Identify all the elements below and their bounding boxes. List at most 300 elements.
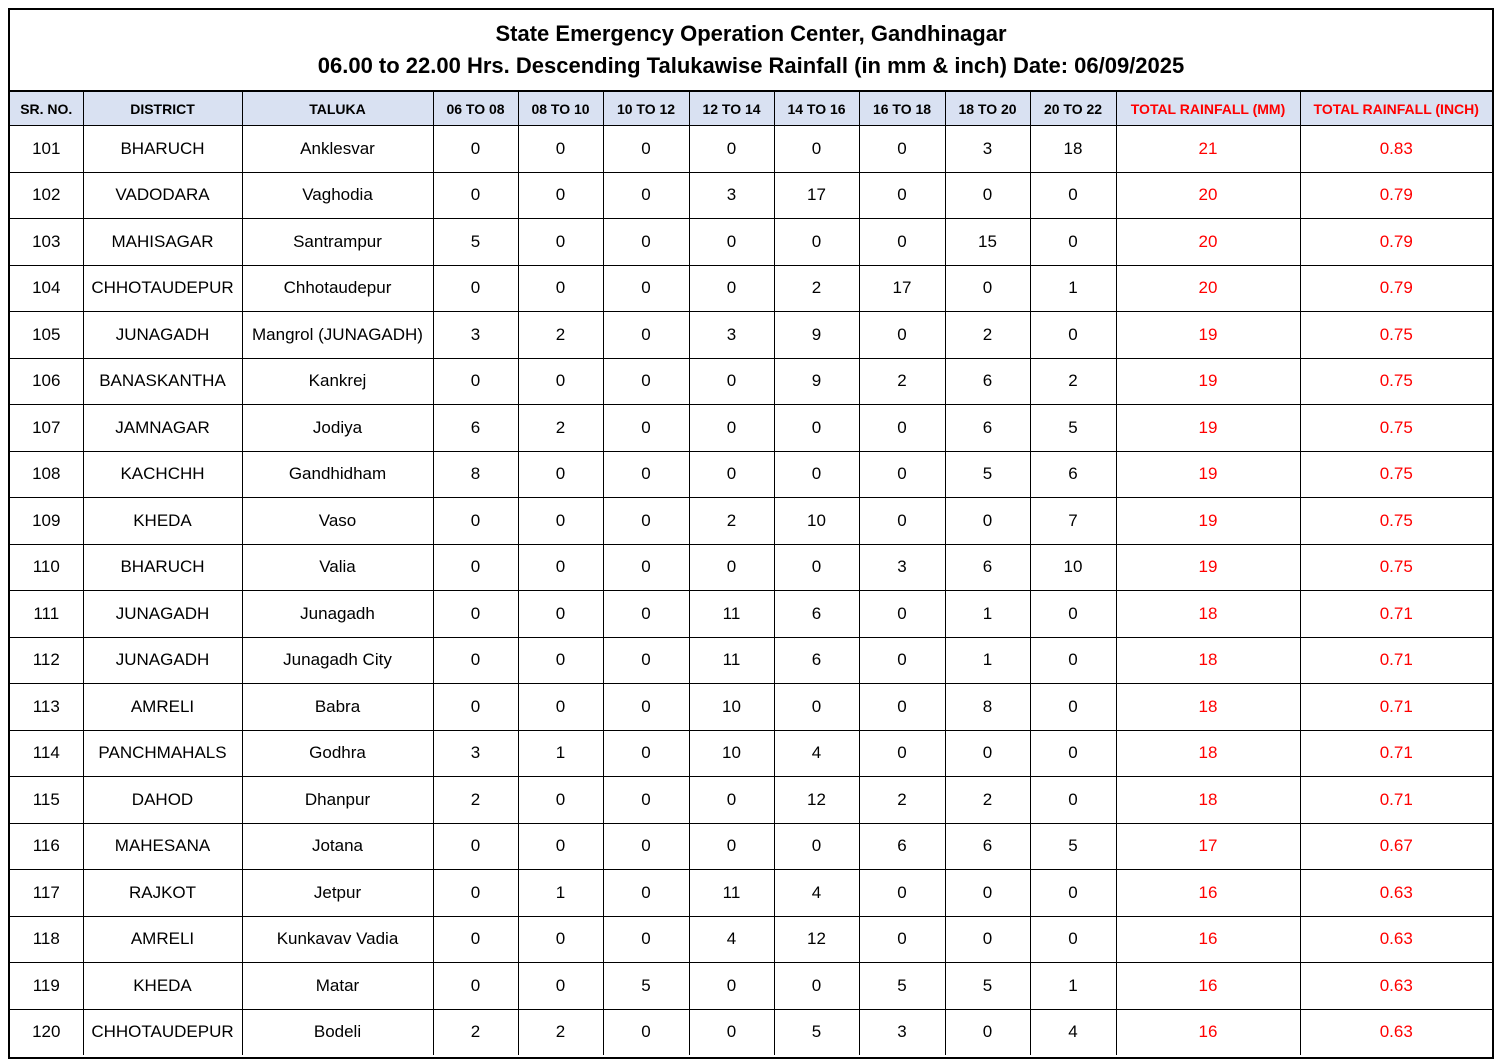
sr-no-cell: 110 xyxy=(10,544,83,591)
slot-20-22-cell: 6 xyxy=(1030,451,1116,498)
slot-06-08-cell: 5 xyxy=(433,219,518,266)
slot-14-16-cell: 0 xyxy=(774,405,859,452)
slot-18-20-cell: 8 xyxy=(945,684,1030,731)
district-cell: AMRELI xyxy=(83,916,242,963)
slot-16-18-cell: 17 xyxy=(859,265,945,312)
report-header xyxy=(10,10,1492,92)
table-row xyxy=(10,544,1492,591)
slot-08-10-cell: 1 xyxy=(518,730,603,777)
total-mm-cell: 17 xyxy=(1116,823,1300,870)
table-row xyxy=(10,451,1492,498)
slot-14-16-cell: 0 xyxy=(774,126,859,173)
slot-12-14-cell: 3 xyxy=(689,172,774,219)
table-body xyxy=(10,126,1492,1056)
slot-14-16-header: 14 TO 16 xyxy=(774,92,859,126)
taluka-cell: Junagadh City xyxy=(242,637,433,684)
slot-20-22-cell: 0 xyxy=(1030,916,1116,963)
slot-08-10-cell: 0 xyxy=(518,777,603,824)
slot-20-22-cell: 0 xyxy=(1030,312,1116,359)
taluka-cell: Valia xyxy=(242,544,433,591)
slot-12-14-cell: 11 xyxy=(689,591,774,638)
total-inch-cell: 0.63 xyxy=(1300,916,1492,963)
table-row xyxy=(10,358,1492,405)
slot-14-16-cell: 9 xyxy=(774,358,859,405)
total-inch-cell: 0.71 xyxy=(1300,637,1492,684)
slot-20-22-cell: 0 xyxy=(1030,777,1116,824)
district-cell: BANASKANTHA xyxy=(83,358,242,405)
slot-06-08-cell: 0 xyxy=(433,358,518,405)
table-row xyxy=(10,126,1492,173)
slot-10-12-cell: 0 xyxy=(603,1009,689,1055)
slot-18-20-cell: 2 xyxy=(945,777,1030,824)
slot-08-10-cell: 0 xyxy=(518,591,603,638)
sr-no-cell: 115 xyxy=(10,777,83,824)
slot-08-10-cell: 0 xyxy=(518,963,603,1010)
slot-18-20-cell: 6 xyxy=(945,358,1030,405)
slot-14-16-cell: 2 xyxy=(774,265,859,312)
slot-16-18-cell: 0 xyxy=(859,637,945,684)
district-cell: RAJKOT xyxy=(83,870,242,917)
total-mm-cell: 18 xyxy=(1116,777,1300,824)
sr-no-cell: 119 xyxy=(10,963,83,1010)
slot-16-18-cell: 0 xyxy=(859,730,945,777)
total-mm-cell: 20 xyxy=(1116,219,1300,266)
sr-no-header: SR. NO. xyxy=(10,92,83,126)
slot-16-18-cell: 0 xyxy=(859,126,945,173)
slot-10-12-cell: 0 xyxy=(603,916,689,963)
slot-10-12-cell: 0 xyxy=(603,451,689,498)
total-mm-cell: 19 xyxy=(1116,405,1300,452)
slot-20-22-header: 20 TO 22 xyxy=(1030,92,1116,126)
district-cell: KHEDA xyxy=(83,498,242,545)
taluka-cell: Jetpur xyxy=(242,870,433,917)
total-mm-cell: 19 xyxy=(1116,544,1300,591)
slot-06-08-cell: 0 xyxy=(433,637,518,684)
table-row xyxy=(10,823,1492,870)
slot-20-22-cell: 18 xyxy=(1030,126,1116,173)
slot-14-16-cell: 12 xyxy=(774,777,859,824)
slot-16-18-cell: 0 xyxy=(859,870,945,917)
slot-08-10-cell: 0 xyxy=(518,219,603,266)
total-inch-cell: 0.75 xyxy=(1300,544,1492,591)
slot-14-16-cell: 0 xyxy=(774,684,859,731)
slot-06-08-cell: 2 xyxy=(433,777,518,824)
total-inch-cell: 0.79 xyxy=(1300,265,1492,312)
taluka-cell: Junagadh xyxy=(242,591,433,638)
slot-12-14-cell: 0 xyxy=(689,963,774,1010)
slot-18-20-cell: 0 xyxy=(945,498,1030,545)
slot-14-16-cell: 5 xyxy=(774,1009,859,1055)
slot-20-22-cell: 10 xyxy=(1030,544,1116,591)
slot-14-16-cell: 4 xyxy=(774,870,859,917)
slot-06-08-cell: 0 xyxy=(433,172,518,219)
district-cell: KACHCHH xyxy=(83,451,242,498)
total-mm-cell: 16 xyxy=(1116,870,1300,917)
total-inch-cell: 0.67 xyxy=(1300,823,1492,870)
slot-08-10-cell: 2 xyxy=(518,1009,603,1055)
total-inch-cell: 0.79 xyxy=(1300,172,1492,219)
slot-10-12-cell: 0 xyxy=(603,265,689,312)
district-cell: BHARUCH xyxy=(83,126,242,173)
slot-06-08-cell: 0 xyxy=(433,265,518,312)
slot-16-18-cell: 0 xyxy=(859,498,945,545)
district-cell: DAHOD xyxy=(83,777,242,824)
slot-14-16-cell: 6 xyxy=(774,637,859,684)
total-mm-cell: 16 xyxy=(1116,1009,1300,1055)
slot-06-08-cell: 2 xyxy=(433,1009,518,1055)
slot-18-20-cell: 6 xyxy=(945,405,1030,452)
taluka-cell: Bodeli xyxy=(242,1009,433,1055)
district-cell: CHHOTAUDEPUR xyxy=(83,1009,242,1055)
slot-20-22-cell: 2 xyxy=(1030,358,1116,405)
total-inch-cell: 0.63 xyxy=(1300,963,1492,1010)
sr-no-cell: 114 xyxy=(10,730,83,777)
taluka-cell: Jotana xyxy=(242,823,433,870)
total-inch-cell: 0.63 xyxy=(1300,870,1492,917)
slot-10-12-cell: 0 xyxy=(603,730,689,777)
total-inch-cell: 0.83 xyxy=(1300,126,1492,173)
total-inch-cell: 0.79 xyxy=(1300,219,1492,266)
slot-10-12-cell: 0 xyxy=(603,823,689,870)
table-row xyxy=(10,312,1492,359)
slot-16-18-cell: 3 xyxy=(859,544,945,591)
slot-12-14-cell: 0 xyxy=(689,823,774,870)
slot-12-14-cell: 2 xyxy=(689,498,774,545)
slot-10-12-cell: 0 xyxy=(603,358,689,405)
total-mm-cell: 19 xyxy=(1116,312,1300,359)
slot-16-18-cell: 3 xyxy=(859,1009,945,1055)
slot-14-16-cell: 6 xyxy=(774,591,859,638)
slot-08-10-cell: 0 xyxy=(518,916,603,963)
total-inch-cell: 0.75 xyxy=(1300,358,1492,405)
table-row xyxy=(10,870,1492,917)
total-inch-cell: 0.75 xyxy=(1300,312,1492,359)
slot-08-10-cell: 0 xyxy=(518,451,603,498)
slot-10-12-cell: 0 xyxy=(603,219,689,266)
slot-18-20-cell: 0 xyxy=(945,916,1030,963)
district-cell: JAMNAGAR xyxy=(83,405,242,452)
sr-no-cell: 118 xyxy=(10,916,83,963)
slot-10-12-cell: 0 xyxy=(603,637,689,684)
table-row xyxy=(10,498,1492,545)
slot-08-10-cell: 0 xyxy=(518,544,603,591)
slot-16-18-cell: 0 xyxy=(859,916,945,963)
slot-20-22-cell: 0 xyxy=(1030,172,1116,219)
slot-12-14-cell: 3 xyxy=(689,312,774,359)
table-row xyxy=(10,777,1492,824)
district-cell: BHARUCH xyxy=(83,544,242,591)
total-mm-cell: 19 xyxy=(1116,498,1300,545)
slot-12-14-cell: 0 xyxy=(689,451,774,498)
total-inch-cell: 0.71 xyxy=(1300,777,1492,824)
slot-20-22-cell: 0 xyxy=(1030,870,1116,917)
slot-12-14-cell: 0 xyxy=(689,265,774,312)
table-row xyxy=(10,684,1492,731)
slot-06-08-cell: 0 xyxy=(433,498,518,545)
taluka-cell: Vaso xyxy=(242,498,433,545)
table-row xyxy=(10,916,1492,963)
total-mm-cell: 18 xyxy=(1116,637,1300,684)
sr-no-cell: 112 xyxy=(10,637,83,684)
slot-18-20-cell: 0 xyxy=(945,730,1030,777)
slot-06-08-cell: 0 xyxy=(433,916,518,963)
rainfall-table xyxy=(10,92,1492,1055)
slot-10-12-cell: 0 xyxy=(603,684,689,731)
slot-12-14-cell: 10 xyxy=(689,730,774,777)
slot-10-12-cell: 0 xyxy=(603,312,689,359)
taluka-cell: Anklesvar xyxy=(242,126,433,173)
district-cell: MAHISAGAR xyxy=(83,219,242,266)
table-row xyxy=(10,1009,1492,1055)
slot-12-14-header: 12 TO 14 xyxy=(689,92,774,126)
taluka-cell: Godhra xyxy=(242,730,433,777)
sr-no-cell: 109 xyxy=(10,498,83,545)
slot-16-18-cell: 0 xyxy=(859,591,945,638)
taluka-cell: Santrampur xyxy=(242,219,433,266)
slot-14-16-cell: 12 xyxy=(774,916,859,963)
slot-18-20-cell: 6 xyxy=(945,823,1030,870)
slot-12-14-cell: 0 xyxy=(689,405,774,452)
slot-06-08-cell: 3 xyxy=(433,730,518,777)
taluka-cell: Gandhidham xyxy=(242,451,433,498)
slot-16-18-cell: 0 xyxy=(859,219,945,266)
total-mm-cell: 19 xyxy=(1116,451,1300,498)
slot-12-14-cell: 0 xyxy=(689,219,774,266)
slot-06-08-cell: 8 xyxy=(433,451,518,498)
total-mm-cell: 20 xyxy=(1116,265,1300,312)
slot-18-20-cell: 3 xyxy=(945,126,1030,173)
slot-08-10-cell: 0 xyxy=(518,172,603,219)
slot-20-22-cell: 0 xyxy=(1030,591,1116,638)
slot-10-12-cell: 0 xyxy=(603,405,689,452)
slot-20-22-cell: 1 xyxy=(1030,963,1116,1010)
slot-10-12-cell: 0 xyxy=(603,777,689,824)
slot-14-16-cell: 0 xyxy=(774,963,859,1010)
sr-no-cell: 111 xyxy=(10,591,83,638)
slot-12-14-cell: 4 xyxy=(689,916,774,963)
sr-no-cell: 106 xyxy=(10,358,83,405)
slot-20-22-cell: 0 xyxy=(1030,637,1116,684)
table-row xyxy=(10,963,1492,1010)
taluka-cell: Kankrej xyxy=(242,358,433,405)
slot-12-14-cell: 11 xyxy=(689,637,774,684)
slot-06-08-cell: 0 xyxy=(433,544,518,591)
slot-18-20-cell: 0 xyxy=(945,1009,1030,1055)
district-header: DISTRICT xyxy=(83,92,242,126)
slot-20-22-cell: 4 xyxy=(1030,1009,1116,1055)
total-mm-cell: 18 xyxy=(1116,591,1300,638)
slot-12-14-cell: 0 xyxy=(689,126,774,173)
total-inch-cell: 0.75 xyxy=(1300,451,1492,498)
taluka-cell: Jodiya xyxy=(242,405,433,452)
total-inch-header: TOTAL RAINFALL (INCH) xyxy=(1300,92,1492,126)
slot-18-20-cell: 1 xyxy=(945,591,1030,638)
slot-06-08-cell: 0 xyxy=(433,126,518,173)
slot-16-18-cell: 0 xyxy=(859,451,945,498)
slot-08-10-cell: 0 xyxy=(518,823,603,870)
slot-18-20-cell: 0 xyxy=(945,870,1030,917)
district-cell: PANCHMAHALS xyxy=(83,730,242,777)
slot-06-08-cell: 6 xyxy=(433,405,518,452)
slot-10-12-cell: 0 xyxy=(603,498,689,545)
slot-06-08-cell: 0 xyxy=(433,870,518,917)
slot-16-18-cell: 2 xyxy=(859,358,945,405)
slot-20-22-cell: 7 xyxy=(1030,498,1116,545)
sr-no-cell: 117 xyxy=(10,870,83,917)
slot-18-20-cell: 5 xyxy=(945,451,1030,498)
slot-12-14-cell: 11 xyxy=(689,870,774,917)
taluka-cell: Mangrol (JUNAGADH) xyxy=(242,312,433,359)
slot-10-12-cell: 0 xyxy=(603,591,689,638)
total-inch-cell: 0.75 xyxy=(1300,405,1492,452)
slot-06-08-cell: 3 xyxy=(433,312,518,359)
sr-no-cell: 105 xyxy=(10,312,83,359)
slot-10-12-cell: 0 xyxy=(603,172,689,219)
slot-10-12-cell: 0 xyxy=(603,544,689,591)
slot-08-10-cell: 0 xyxy=(518,498,603,545)
slot-06-08-cell: 0 xyxy=(433,963,518,1010)
slot-18-20-cell: 0 xyxy=(945,172,1030,219)
slot-10-12-cell: 0 xyxy=(603,126,689,173)
slot-06-08-cell: 0 xyxy=(433,823,518,870)
total-mm-header: TOTAL RAINFALL (MM) xyxy=(1116,92,1300,126)
district-cell: MAHESANA xyxy=(83,823,242,870)
total-mm-cell: 20 xyxy=(1116,172,1300,219)
slot-20-22-cell: 0 xyxy=(1030,684,1116,731)
total-mm-cell: 18 xyxy=(1116,684,1300,731)
slot-08-10-cell: 0 xyxy=(518,126,603,173)
taluka-cell: Chhotaudepur xyxy=(242,265,433,312)
total-mm-cell: 21 xyxy=(1116,126,1300,173)
district-cell: KHEDA xyxy=(83,963,242,1010)
district-cell: CHHOTAUDEPUR xyxy=(83,265,242,312)
slot-08-10-cell: 0 xyxy=(518,265,603,312)
table-row xyxy=(10,730,1492,777)
slot-14-16-cell: 0 xyxy=(774,823,859,870)
district-cell: VADODARA xyxy=(83,172,242,219)
total-mm-cell: 16 xyxy=(1116,916,1300,963)
slot-12-14-cell: 0 xyxy=(689,544,774,591)
slot-20-22-cell: 1 xyxy=(1030,265,1116,312)
slot-12-14-cell: 10 xyxy=(689,684,774,731)
slot-10-12-cell: 0 xyxy=(603,870,689,917)
total-inch-cell: 0.75 xyxy=(1300,498,1492,545)
table-row xyxy=(10,219,1492,266)
slot-10-12-header: 10 TO 12 xyxy=(603,92,689,126)
taluka-cell: Dhanpur xyxy=(242,777,433,824)
slot-16-18-cell: 5 xyxy=(859,963,945,1010)
district-cell: JUNAGADH xyxy=(83,312,242,359)
total-mm-cell: 18 xyxy=(1116,730,1300,777)
slot-16-18-cell: 6 xyxy=(859,823,945,870)
total-mm-cell: 19 xyxy=(1116,358,1300,405)
table-row xyxy=(10,405,1492,452)
sr-no-cell: 107 xyxy=(10,405,83,452)
table-row xyxy=(10,265,1492,312)
total-inch-cell: 0.71 xyxy=(1300,591,1492,638)
slot-18-20-cell: 1 xyxy=(945,637,1030,684)
slot-18-20-cell: 0 xyxy=(945,265,1030,312)
slot-06-08-cell: 0 xyxy=(433,684,518,731)
slot-12-14-cell: 0 xyxy=(689,358,774,405)
slot-20-22-cell: 0 xyxy=(1030,219,1116,266)
slot-16-18-cell: 0 xyxy=(859,172,945,219)
slot-14-16-cell: 17 xyxy=(774,172,859,219)
slot-08-10-cell: 2 xyxy=(518,312,603,359)
slot-08-10-header: 08 TO 10 xyxy=(518,92,603,126)
report-subtitle: 06.00 to 22.00 Hrs. Descending Talukawise Rainfall (in mm & inch) Date: 06/09/2025 xyxy=(317,53,1185,78)
slot-06-08-cell: 0 xyxy=(433,591,518,638)
sr-no-cell: 108 xyxy=(10,451,83,498)
slot-08-10-cell: 1 xyxy=(518,870,603,917)
slot-18-20-cell: 15 xyxy=(945,219,1030,266)
district-cell: AMRELI xyxy=(83,684,242,731)
slot-18-20-cell: 5 xyxy=(945,963,1030,1010)
slot-14-16-cell: 9 xyxy=(774,312,859,359)
slot-08-10-cell: 0 xyxy=(518,684,603,731)
taluka-cell: Vaghodia xyxy=(242,172,433,219)
slot-08-10-cell: 0 xyxy=(518,637,603,684)
slot-14-16-cell: 10 xyxy=(774,498,859,545)
slot-20-22-cell: 5 xyxy=(1030,823,1116,870)
slot-16-18-cell: 0 xyxy=(859,312,945,359)
sr-no-cell: 102 xyxy=(10,172,83,219)
table-row xyxy=(10,591,1492,638)
table-header-row xyxy=(10,92,1492,126)
slot-16-18-cell: 0 xyxy=(859,684,945,731)
total-inch-cell: 0.71 xyxy=(1300,730,1492,777)
slot-20-22-cell: 5 xyxy=(1030,405,1116,452)
slot-14-16-cell: 0 xyxy=(774,219,859,266)
slot-14-16-cell: 0 xyxy=(774,544,859,591)
taluka-cell: Kunkavav Vadia xyxy=(242,916,433,963)
slot-16-18-cell: 2 xyxy=(859,777,945,824)
total-inch-cell: 0.71 xyxy=(1300,684,1492,731)
total-mm-cell: 16 xyxy=(1116,963,1300,1010)
slot-18-20-cell: 6 xyxy=(945,544,1030,591)
taluka-header: TALUKA xyxy=(242,92,433,126)
taluka-cell: Matar xyxy=(242,963,433,1010)
table-row xyxy=(10,172,1492,219)
sr-no-cell: 104 xyxy=(10,265,83,312)
slot-14-16-cell: 0 xyxy=(774,451,859,498)
rainfall-report xyxy=(8,8,1494,1059)
sr-no-cell: 101 xyxy=(10,126,83,173)
slot-10-12-cell: 5 xyxy=(603,963,689,1010)
slot-18-20-cell: 2 xyxy=(945,312,1030,359)
sr-no-cell: 116 xyxy=(10,823,83,870)
slot-12-14-cell: 0 xyxy=(689,1009,774,1055)
report-title: State Emergency Operation Center, Gandhinagar xyxy=(495,21,1007,46)
table-row xyxy=(10,637,1492,684)
sr-no-cell: 120 xyxy=(10,1009,83,1055)
slot-20-22-cell: 0 xyxy=(1030,730,1116,777)
slot-08-10-cell: 2 xyxy=(518,405,603,452)
sr-no-cell: 113 xyxy=(10,684,83,731)
slot-18-20-header: 18 TO 20 xyxy=(945,92,1030,126)
slot-08-10-cell: 0 xyxy=(518,358,603,405)
slot-16-18-header: 16 TO 18 xyxy=(859,92,945,126)
total-inch-cell: 0.63 xyxy=(1300,1009,1492,1055)
taluka-cell: Babra xyxy=(242,684,433,731)
sr-no-cell: 103 xyxy=(10,219,83,266)
slot-14-16-cell: 4 xyxy=(774,730,859,777)
slot-12-14-cell: 0 xyxy=(689,777,774,824)
district-cell: JUNAGADH xyxy=(83,591,242,638)
district-cell: JUNAGADH xyxy=(83,637,242,684)
slot-16-18-cell: 0 xyxy=(859,405,945,452)
slot-06-08-header: 06 TO 08 xyxy=(433,92,518,126)
